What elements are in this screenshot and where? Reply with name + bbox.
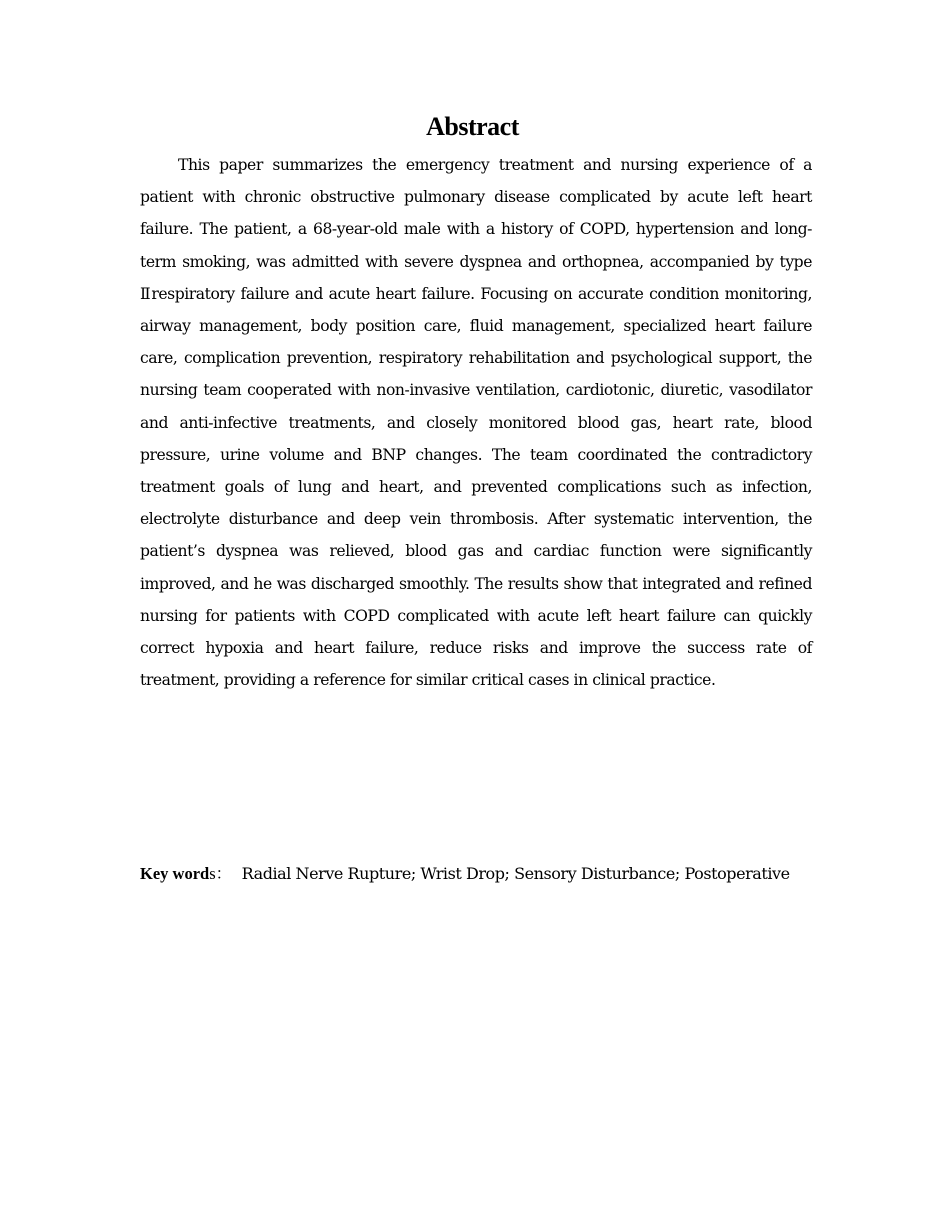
keywords-label: Key word (140, 864, 210, 883)
keywords-separator: ： (215, 866, 232, 883)
abstract-heading: Abstract (426, 112, 519, 141)
abstract-body: This paper summarizes the emergency treatment and nursing experience of a patient with chronic obstructive pulmonary disease complicated by acute left heart failure. The patient, a 68-year-old male with a history of COPD, hypertension and long-term smoking, was admitted with severe dyspnea and orthopnea, accompanied by type Ⅱrespiratory failure and acute heart failure. Focusing on accurate condition monitoring, airway management, body position care, fluid management, specialized heart failure care, complication prevention, respiratory rehabilitation and psychological support, the nursing team cooperated with non-invasive ventilation, cardiotonic, diuretic, vasodilator and anti-infective treatments, and closely monitored blood gas, heart rate, blood pressure, urine volume and BNP changes. The team coordinated the contradictory treatment goals of lung and heart, and prevented complications such as infection, electrolyte disturbance and deep vein thrombosis. After systematic intervention, the patient’s dyspnea was relieved, blood gas and cardiac function were significantly improved, and he was discharged smoothly. The results show that integrated and refined nursing for patients with COPD complicated with acute left heart failure can quickly correct hypoxia and heart failure, reduce risks and improve the success rate of treatment, providing a reference for similar critical cases in clinical practice. (140, 156, 812, 690)
keywords-label-suffix: s (209, 864, 216, 883)
keywords-text: Radial Nerve Rupture; Wrist Drop; Sensory Disturbance; Postoperative (241, 864, 790, 883)
keywords-line (140, 861, 812, 888)
